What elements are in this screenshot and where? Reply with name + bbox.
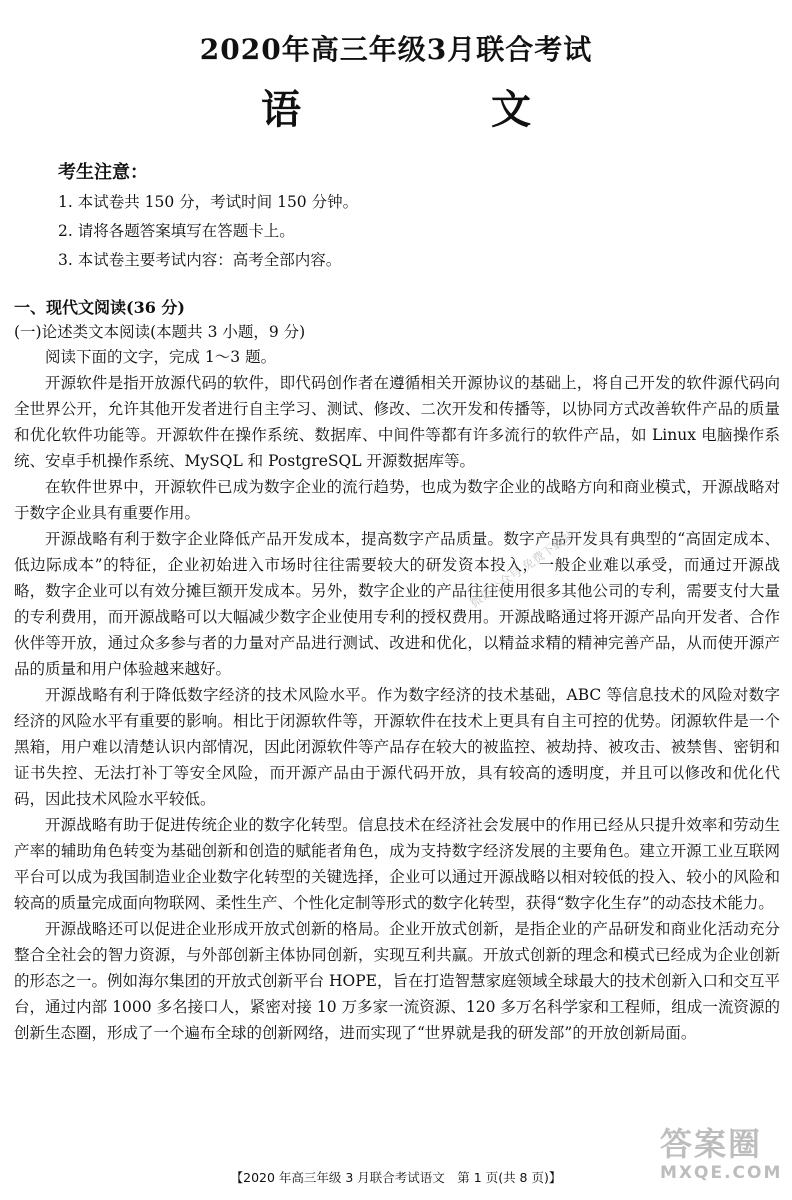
subject-title: 语 文 bbox=[261, 86, 619, 133]
section-heading: 一、现代文阅读(36 分) bbox=[14, 298, 185, 317]
watermark-text: 微信公众号 免费下载站 bbox=[467, 527, 577, 611]
notice-item-2: 2. 请将各题答案填写在答题卡上。 bbox=[58, 222, 295, 240]
notice-item-1: 1. 本试卷共 150 分，考试时间 150 分钟。 bbox=[58, 193, 359, 211]
paragraph-1: 开源软件是指开放源代码的软件，即代码创作者在遵循相关开源协议的基础上，将自己开发的软件源代码向全世界公开，允许其他开发者进行自主学习、测试、修改、二次开发和传播等，以协同方式改善软件产品的质量和优化软件功能等。开源软件在操作系统、数据库、中间件等都有许多流行的软件产品，如 Linux 电脑操作系统、安卓手机操作系统、MySQL 和 PostgreSQL 开源数据库等。 bbox=[14, 374, 780, 470]
candidate-notice bbox=[58, 158, 758, 275]
notice-item-3: 3. 本试卷主要考试内容：高考全部内容。 bbox=[58, 251, 342, 269]
site-logo bbox=[660, 1125, 783, 1192]
page-footer: 【2020 年高三年级 3 月联合考试语文 第 1 页(共 8 页)】 bbox=[230, 1170, 562, 1185]
exam-title: 2020年高三年级3月联合考试 bbox=[199, 33, 593, 66]
paragraph-5: 开源战略有助于促进传统企业的数字化转型。信息技术在经济社会发展中的作用已经从只提升效率和劳动生产率的辅助角色转变为基础创新和创造的赋能者角色，成为支持数字经济发展的主要角色。建立开源工业互联网平台可以成为我国制造业企业数字化转型的关键选择，企业可以通过开源战略以相对较低的投入、较小的风险和较高的质量完成面向物联网、柔性生产、个性化定制等形式的数字化转型，获得“数字化生存”的动态技术能力。 bbox=[14, 816, 780, 912]
paragraph-6: 开源战略还可以促进企业形成开放式创新的格局。企业开放式创新，是指企业的产品研发和商业化活动充分整合全社会的智力资源，与外部创新主体协同创新，实现互利共赢。开放式创新的理念和模式已经成为企业创新的形态之一。例如海尔集团的开放式创新平台 HOPE，旨在打造智慧家庭领域全球最大的技术创新入口和交互平台，通过内部 1000 多名接口人，紧密对接 10 万多家一流资源、120 多万名科学家和工程师，组成一流资源的创新生态圈，形成了一个遍布全球的创新网络，进而实现了“世界就是我的研发部”的开放创新局面。 bbox=[14, 920, 780, 1042]
logo-line-2: MXQE.COM bbox=[660, 1163, 783, 1183]
notice-heading: 考生注意： bbox=[58, 162, 148, 183]
paragraph-4: 开源战略有利于降低数字经济的技术风险水平。作为数字经济的技术基础，ABC 等信息技术的风险对数字经济的风险水平有重要的影响。相比于闭源软件等，开源软件在技术上更具有自主可控的优势。闭源软件是一个黑箱，用户难以清楚认识内部情况，因此闭源软件等产品存在较大的被监控、被劫持、被攻击、被禁售、密钥和证书失控、无法打补丁等安全风险，而开源产品由于源代码开放，具有较高的透明度，并且可以修改和优化代码，因此技术风险水平较低。 bbox=[14, 686, 780, 808]
section-instruction: 阅读下面的文字，完成 1～3 题。 bbox=[45, 348, 277, 366]
paragraph-3: 开源战略有利于数字企业降低产品开发成本，提高数字产品质量。数字产品开发具有典型的“高固定成本、低边际成本”的特征，企业初始进入市场时往往需要较大的研发资本投入，一般企业难以承受，而通过开源战略，数字企业可以有效分摊巨额开发成本。另外，数字企业的产品往往使用很多其他公司的专利，需要支付大量的专利费用，而开源战略可以大幅减少数字企业使用专利的授权费用。开源战略通过将开源产品向开发者、合作伙伴等开放，通过众多参与者的力量对产品进行测试、改进和优化，以精益求精的精神完善产品，从而使开源产品的质量和用户体验越来越好。 bbox=[14, 530, 780, 678]
paragraph-2: 在软件世界中，开源软件已成为数字企业的流行趋势，也成为数字企业的战略方向和商业模式，开源战略对于数字企业具有重要作用。 bbox=[14, 478, 780, 522]
reading-section bbox=[14, 296, 780, 1046]
section-subheading: (一)论述类文本阅读(本题共 3 小题，9 分) bbox=[14, 323, 306, 341]
logo-line-1: 答案圈 bbox=[660, 1125, 763, 1163]
